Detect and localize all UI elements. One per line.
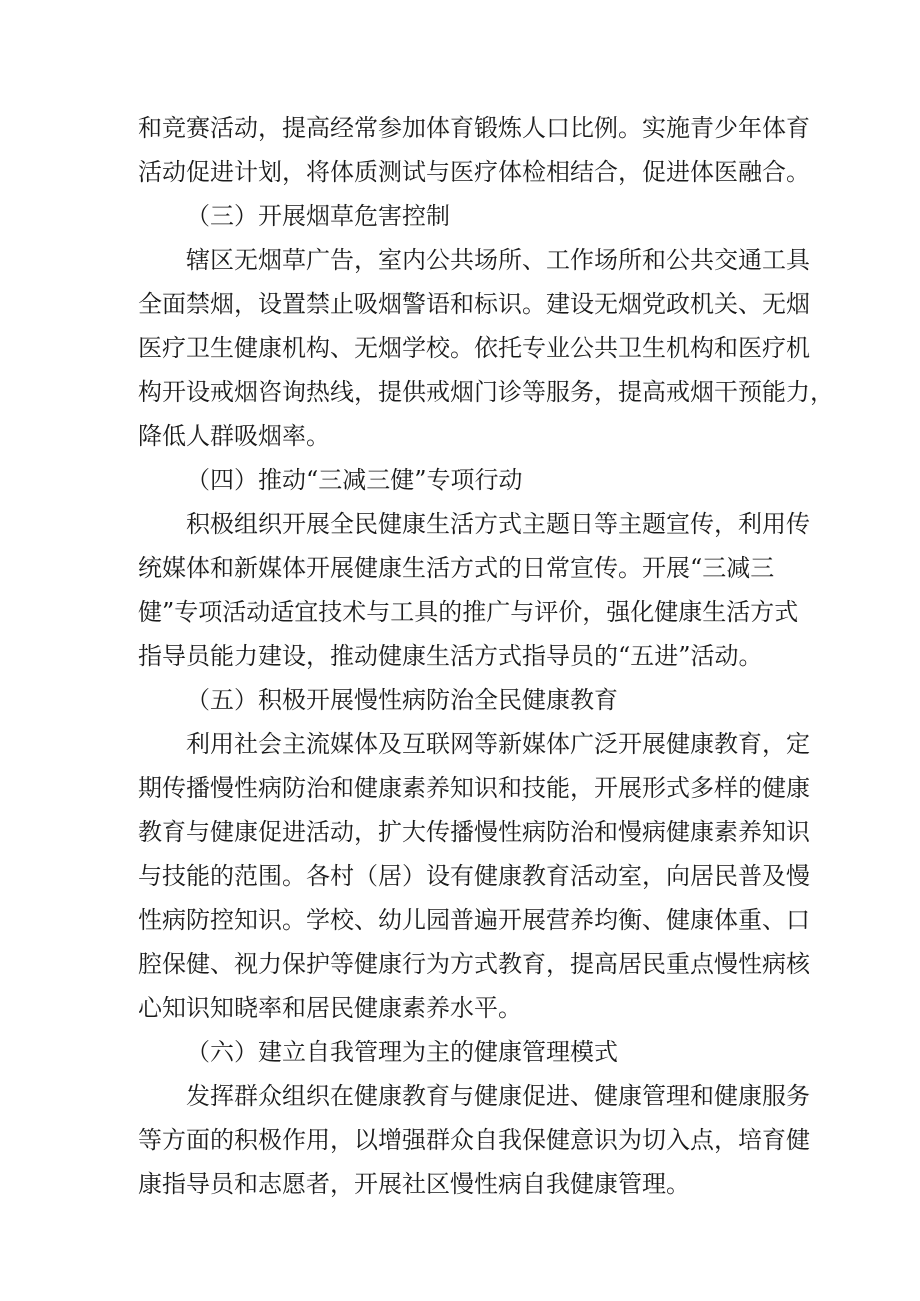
section-heading-5: （五）积极开展慢性病防治全民健康教育 (186, 686, 618, 714)
paragraph-line: 期传播慢性病防治和健康素养知识和技能，开展形式多样的健康 (138, 774, 810, 802)
section-heading-3: （三）开展烟草危害控制 (186, 202, 450, 230)
paragraph-line: 医疗卫生健康机构、无烟学校。依托专业公共卫生机构和医疗机 (138, 334, 810, 362)
paragraph-line: 腔保健、视力保护等健康行为方式教育，提高居民重点慢性病核 (138, 950, 810, 978)
paragraph-line: 心知识知晓率和居民健康素养水平。 (138, 994, 522, 1022)
paragraph-line: 活动促进计划，将体质测试与医疗体检相结合，促进体医融合。 (138, 158, 810, 186)
paragraph-line: 健”专项活动适宜技术与工具的推广与评价，强化健康生活方式 (138, 598, 799, 626)
paragraph-line: 利用社会主流媒体及互联网等新媒体广泛开展健康教育，定 (186, 730, 810, 758)
paragraph-line: 指导员能力建设，推动健康生活方式指导员的“五进”活动。 (138, 642, 763, 670)
paragraph-line: 辖区无烟草广告，室内公共场所、工作场所和公共交通工具 (186, 246, 810, 274)
section-heading-6: （六）建立自我管理为主的健康管理模式 (186, 1038, 618, 1066)
paragraph-line: 教育与健康促进活动，扩大传播慢性病防治和慢病健康素养知识 (138, 818, 810, 846)
paragraph-line: 积极组织开展全民健康生活方式主题日等主题宣传，利用传 (186, 510, 810, 538)
paragraph-line: 和竞赛活动，提高经常参加体育锻炼人口比例。实施青少年体育 (138, 114, 810, 142)
paragraph-line: 等方面的积极作用，以增强群众自我保健意识为切入点，培育健 (138, 1126, 810, 1154)
paragraph-line: 全面禁烟，设置禁止吸烟警语和标识。建设无烟党政机关、无烟 (138, 290, 810, 318)
paragraph-line: 统媒体和新媒体开展健康生活方式的日常宣传。开展“三减三 (138, 554, 775, 582)
paragraph-line: 降低人群吸烟率。 (138, 422, 330, 450)
paragraph-line: 康指导员和志愿者，开展社区慢性病自我健康管理。 (138, 1170, 690, 1198)
paragraph-line: 构开设戒烟咨询热线，提供戒烟门诊等服务，提高戒烟干预能力， (138, 378, 834, 406)
paragraph-line: 与技能的范围。各村（居）设有健康教育活动室，向居民普及慢 (138, 862, 810, 890)
paragraph-line: 发挥群众组织在健康教育与健康促进、健康管理和健康服务 (186, 1082, 810, 1110)
section-heading-4: （四）推动“三减三健”专项行动 (186, 466, 523, 494)
paragraph-line: 性病防控知识。学校、幼儿园普遍开展营养均衡、健康体重、口 (138, 906, 810, 934)
